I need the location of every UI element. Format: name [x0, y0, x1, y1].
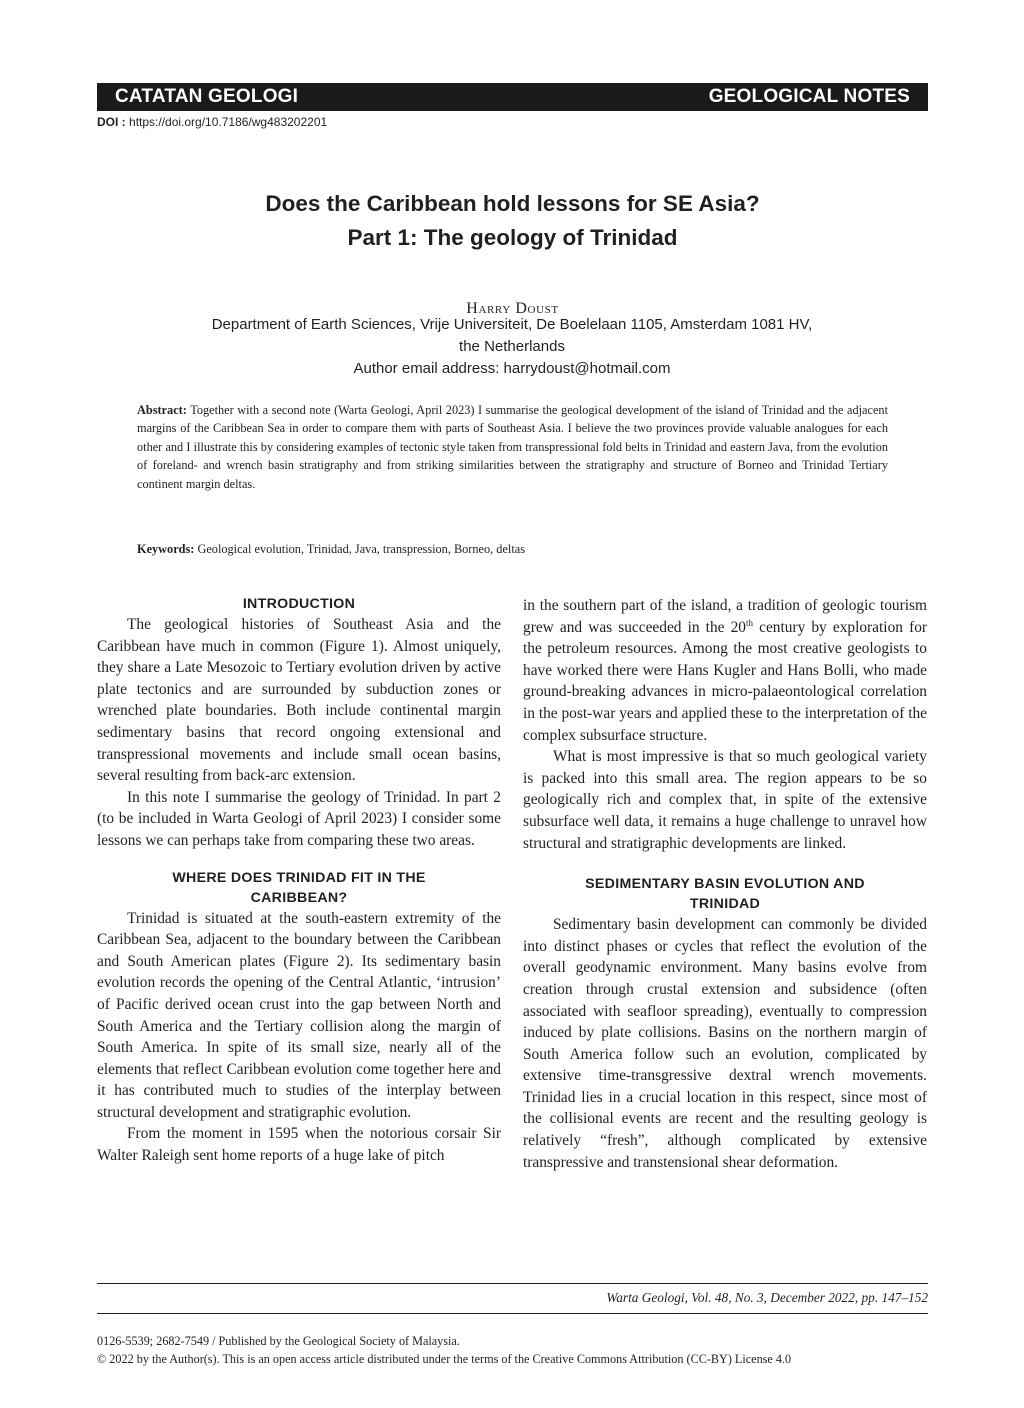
heading-introduction: INTRODUCTION	[242, 596, 356, 612]
paragraph: In this note I summarise the geology of Trinidad. In part 2 (to be included in Warta Geologi of April 2023) I consider some lessons we can perhaps take from comparing these two areas.	[97, 788, 501, 849]
affiliation-line-2: the Netherlands	[459, 338, 565, 355]
heading-line: TRINIDAD	[689, 896, 761, 913]
right-column	[523, 595, 927, 1173]
keywords-label: Keywords:	[137, 542, 195, 556]
abstract-label: Abstract:	[137, 403, 187, 417]
paragraph: The geological histories of Southeast Asia and the Caribbean have much in common (Figure 1). Almost uniquely, they share a Late Mesozoic to Tertiary evolution driven by active plate tectonics and are surrounded by subduction zones or wrenched plate boundaries. Both include continental margin sedimentary basins that record ongoing extensional and transpressional movements and include small ocean basins, several resulting from back-arc extension.	[97, 616, 501, 785]
title-line-1: Does the Caribbean hold lessons for SE Asia?	[265, 191, 760, 216]
abstract	[137, 401, 888, 493]
header-label-english: GEOLOGICAL NOTES	[708, 86, 910, 107]
doi-line	[97, 115, 327, 129]
footer-rule-top	[97, 1283, 928, 1284]
left-column	[97, 594, 501, 1167]
journal-section-header	[97, 83, 928, 111]
affiliation-line-1: Department of Earth Sciences, Vrije Universiteit, De Boelelaan 1105, Amsterdam 1081 HV,	[211, 316, 813, 333]
paragraph: What is most impressive is that so much geological variety is packed into this small area. The region appears to be so geologically rich and complex that, in spite of the extensive subsurface well data, it remains a huge challenge to unravel how structural and stratigraphic developments are linked.	[523, 748, 927, 852]
keywords-text: Geological evolution, Trinidad, Java, transpression, Borneo, deltas	[197, 542, 525, 556]
issn-line: 0126-5539; 2682-7549 / Published by the Geological Society of Malaysia.	[97, 1334, 460, 1348]
heading-where-does-trinidad-fit	[97, 868, 501, 908]
header-label-malay: CATATAN GEOLOGI	[115, 86, 299, 107]
abstract-text: Together with a second note (Warta Geologi, April 2023) I summarise the geological development of the island of Trinidad and the adjacent margins of the Caribbean Sea in order to compare them with parts of Southeast Asia. I believe the two provinces provide valuable analogues for each other and I illustrate this by considering examples of tectonic style taken from transpressional fold belts in Trinidad and eastern Java, from the evolution of foreland- and wrench basin stratigraphy and from striking similarities between the stratigraphy and structure of Borneo and Trinidad Tertiary continent margin deltas.	[137, 403, 888, 491]
heading-sedimentary-basin-evolution	[523, 874, 927, 914]
text-run: in the southern part of the island, a tradition of geologic tourism grew and was succeeded in the 20	[523, 597, 927, 636]
license-line: © 2022 by the Author(s). This is an open access article distributed under the terms of the Creative Commons Attribution (CC-BY) License 4.0	[97, 1351, 792, 1366]
paragraph: From the moment in 1595 when the notorious corsair Sir Walter Raleigh sent home reports of a huge lake of pitch	[97, 1125, 501, 1165]
paragraph: Sedimentary basin development can commonly be divided into distinct phases or cycles that reflect the evolution of the overall geodynamic environment. Many basins evolve from creation through crustal extension and subsidence (often associated with seafloor spreading), eventually to compression induced by plate collisions. Basins on the northern margin of South America follow such an evolution, complicated by extensive time-transgressive dextral wrench movements. Trinidad lies in a crucial location in this respect, since most of the collisional events are recent and the resulting geology is relatively “fresh”, although complicated by extensive transpressive and transtensional shear deformation.	[523, 916, 927, 1171]
title-line-2: Part 1: The geology of Trinidad	[347, 225, 678, 250]
heading-line: CARIBBEAN?	[250, 889, 348, 906]
author-email: Author email address: harrydoust@hotmail.com	[353, 360, 671, 377]
author-affiliation	[140, 314, 884, 380]
superscript: th	[745, 617, 753, 628]
paragraph: Trinidad is situated at the south-eastern extremity of the Caribbean Sea, adjacent to the boundary between the Caribbean and South American plates (Figure 2). Its sedimentary basin evolution records the opening of the Central Atlantic, ‘intrusion’ of Pacific derived ocean crust into the gap between North and South America and the Tertiary collision along the margin of South America. In spite of its small size, nearly all of the elements that reflect Caribbean evolution come together here and it has contributed much to studies of the interplay between structural development and stratigraphic evolution.	[97, 909, 501, 1121]
heading-line: SEDIMENTARY BASIN EVOLUTION AND	[585, 876, 865, 893]
heading-line: WHERE DOES TRINIDAD FIT IN THE	[172, 869, 426, 886]
footer-rule-bottom	[97, 1313, 928, 1314]
keywords	[137, 540, 888, 558]
text-run: century by exploration for the petroleum resources. Among the most creative geologists to have worked there were Hans Kugler and Hans Bolli, who made ground-breaking advances in micro-palaeontological correlation in the post-war years and applied these to the interpretation of the complex subsurface structure.	[523, 618, 928, 744]
publication-footer	[97, 1333, 947, 1368]
paragraph-continued	[523, 595, 927, 746]
doi-label: DOI :	[97, 115, 126, 129]
journal-citation: Warta Geologi, Vol. 48, No. 3, December 2022, pp. 147–152	[606, 1290, 928, 1305]
author-name: Harry Doust	[466, 300, 559, 317]
doi-link[interactable]: https://doi.org/10.7186/wg483202201	[129, 115, 328, 129]
article-title	[97, 187, 928, 255]
